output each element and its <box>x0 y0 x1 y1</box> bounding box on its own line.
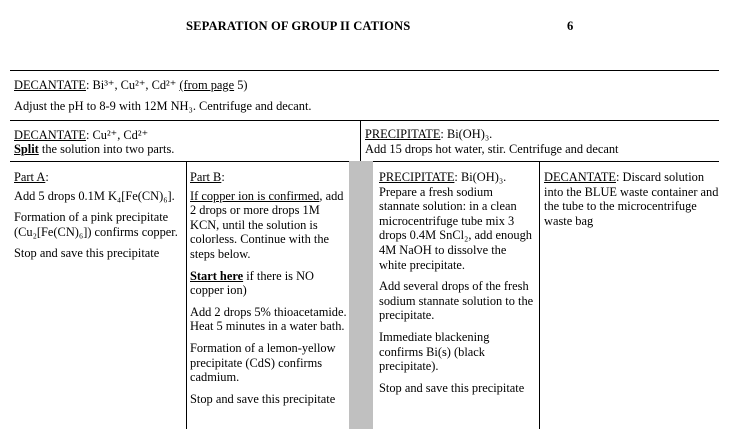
left-block-ions: : Cu²⁺, Cd²⁺ <box>85 128 149 142</box>
split-word: Split <box>14 142 39 156</box>
part-b-column <box>190 170 347 413</box>
divider-upper <box>360 120 361 161</box>
split-rest: the solution into two parts. <box>38 142 175 156</box>
part-a-column <box>14 170 180 268</box>
from-page-link-tail: 5) <box>234 78 248 92</box>
decantate-top-line <box>14 77 248 93</box>
rule-middle <box>10 120 719 121</box>
part-a-step-3: Stop and save this precipitate <box>14 246 160 261</box>
part-a-step-1: Add 5 drops 0.1M K₄[Fe(CN)₆]. <box>14 188 175 203</box>
rule-top <box>10 70 719 71</box>
left-block-heading <box>14 127 148 143</box>
precipitate-col-label: PRECIPITATE <box>379 170 455 184</box>
from-page-link[interactable]: (from page <box>179 78 235 92</box>
page-number: 6 <box>567 19 574 33</box>
copper-confirmed-link[interactable]: If copper ion is confirmed <box>190 188 320 203</box>
right-block-formula: : Bi(OH)₃. <box>440 127 493 141</box>
part-b-step-1: , add 2 drops or more drops 1M KCN, until the solution is colorless. Continue with the steps below. <box>190 188 344 261</box>
part-b-step-3: Add 2 drops 5% thioacetamide. Heat 5 minutes in a water bath. <box>190 304 347 334</box>
part-b-step-5: Stop and save this precipitate <box>190 391 336 406</box>
right-block-instruction: Add 15 drops hot water, stir. Centrifuge and decant <box>365 142 619 156</box>
precipitate-step-2: Add several drops of the fresh sodium stannate solution to the precipitate. <box>379 279 534 323</box>
part-b-step-2: if there is NO copper ion) <box>190 268 314 298</box>
part-b-step-4: Formation of a lemon-yellow precipitate (CdS) confirms cadmium. <box>190 340 336 385</box>
precipitate-column <box>379 170 536 402</box>
part-a-step-2: Formation of a pink precipitate (Cu₂[Fe(CN)₆]) confirms copper. <box>14 210 178 239</box>
left-block-label: DECANTATE <box>14 128 86 142</box>
precipitate-step-4: Stop and save this precipitate <box>379 380 525 395</box>
divider-part-a-b <box>186 161 187 429</box>
decantate-top-label: DECANTATE <box>14 78 86 92</box>
decantate-column <box>544 170 719 235</box>
start-here-label: Start here <box>190 268 244 283</box>
part-b-colon: : <box>221 170 225 184</box>
divider-precip-decant <box>539 161 540 429</box>
part-a-colon: : <box>45 170 49 184</box>
decantate-top-ions: : Bi³⁺, Cu²⁺, Cd²⁺ <box>85 78 180 92</box>
precipitate-step-1: Prepare a fresh sodium stannate solution: in a clean microcentrifuge tube mix 3 drops 0.4M SnCl₂, add enough 4M NaOH to dissolve the white precipitate. <box>379 184 533 272</box>
precipitate-step-3: Immediate blackening confirms Bi(s) (black precipitate). <box>379 329 490 374</box>
gray-divider-bar <box>349 161 373 429</box>
right-block-heading <box>365 127 492 142</box>
decantate-col-text: : Discard solution into the BLUE waste container and the tube to the microcentrifuge waste bag <box>544 170 719 228</box>
page-title: SEPARATION OF GROUP II CATIONS <box>186 19 411 33</box>
part-b-heading: Part B <box>190 170 222 184</box>
right-block-label: PRECIPITATE <box>365 127 441 141</box>
precipitate-col-formula: : Bi(OH)₃. <box>454 170 507 184</box>
left-block-instruction <box>14 142 174 157</box>
part-a-heading: Part A <box>14 170 46 184</box>
decantate-top-instruction: Adjust the pH to 8-9 with 12M NH₃. Centrifuge and decant. <box>14 99 312 113</box>
decantate-col-label: DECANTATE <box>544 170 616 184</box>
